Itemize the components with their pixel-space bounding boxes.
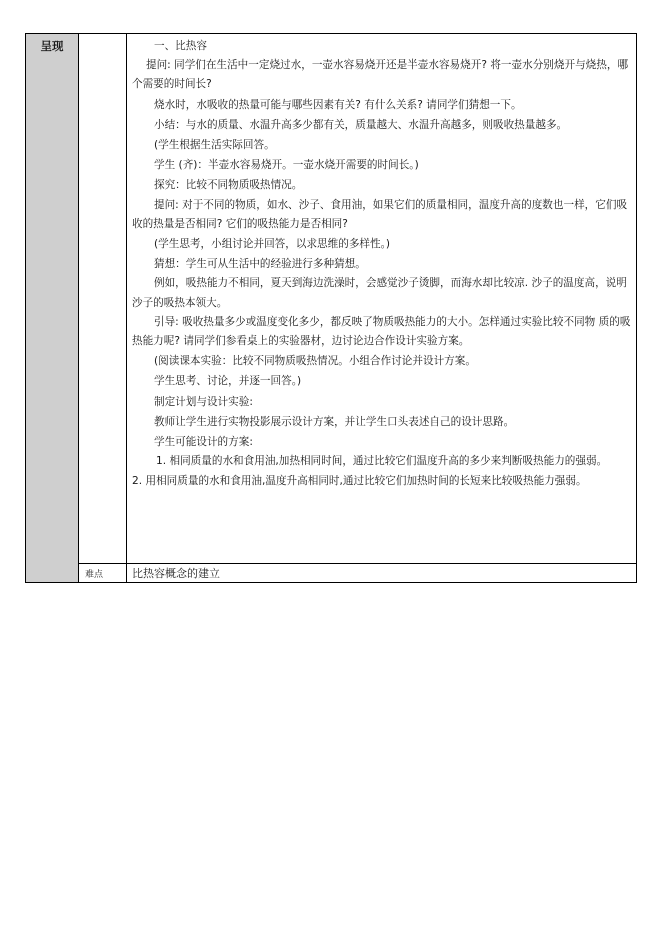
difficulty-text: 比热容概念的建立 bbox=[127, 564, 637, 583]
paragraph: 猜想：学生可从生活中的经验进行多种猜想。 bbox=[154, 258, 366, 271]
stage-label: 呈现 bbox=[26, 34, 79, 583]
plan-item: 1. 相同质量的水和食用油,加热相同时间，通过比较它们温度升高的多少来判断吸热能力的强弱。 bbox=[156, 455, 608, 468]
paragraph: (学生根据生活实际回答。 bbox=[154, 139, 275, 152]
plan-item: 2. 用相同质量的水和食用油,温度升高相同时,通过比较它们加热时间的长短来比较吸热能力强弱。 bbox=[132, 475, 587, 488]
paragraph: 探究：比较不同物质吸热情况。 bbox=[154, 179, 303, 192]
paragraph: 提问: 同学们在生活中一定烧过水，一壶水容易烧开还是半壶水容易烧开? 将一壶水分别烧开与烧热，哪个需要的时间长? bbox=[132, 59, 629, 91]
paragraph: 学生可能设计的方案: bbox=[154, 436, 253, 449]
difficulty-label: 难点 bbox=[79, 564, 127, 583]
paragraph: 例如，吸热能力不相同，夏天到海边洗澡时，会感觉沙子烫脚，而海水却比较凉. 沙子的温度高，说明沙子的吸热本领大。 bbox=[132, 277, 627, 309]
paragraph: 制定计划与设计实验: bbox=[154, 395, 253, 408]
paragraph: 烧水时，水吸收的热量可能与哪些因素有关? 有什么关系? 请同学们猜想一下。 bbox=[154, 98, 522, 111]
paragraph: 小结：与水的质量、水温升高多少都有关，质量越大、水温升高越多，则吸收热量越多。 bbox=[154, 118, 568, 131]
difficulty-row bbox=[26, 564, 637, 583]
presentation-row bbox=[26, 34, 637, 564]
section-heading: 一、比热容 bbox=[154, 40, 207, 52]
content-cell bbox=[127, 34, 637, 564]
paragraph: 学生思考、讨论，并逐一回答。) bbox=[154, 375, 302, 388]
paragraph: 引导: 吸收热量多少或温度变化多少，都反映了物质吸热能力的大小。怎样通过实验比较不同物 质的吸热能力呢? 请同学们参看桌上的实验器材，边讨论边合作设计实验方案。 bbox=[132, 315, 631, 348]
lesson-plan-table bbox=[25, 33, 637, 583]
paragraph: (学生思考，小组讨论并回答，以求思维的多样性。) bbox=[154, 238, 391, 251]
paragraph: 提问: 对于不同的物质，如水、沙子、食用油，如果它们的质量相同，温度升高的度数也一样，它们吸收的热量是否相同? 它们的吸热能力是否相同? bbox=[132, 198, 628, 230]
paragraph: 教师让学生进行实物投影展示设计方案，并让学生口头表述自己的设计思路。 bbox=[154, 415, 515, 428]
paragraph: 学生 (齐)：半壶水容易烧开。一壶水烧开需要的时间长。) bbox=[154, 159, 419, 172]
paragraph: (阅读课本实验：比较不同物质吸热情况。小组合作讨论并设计方案。 bbox=[154, 355, 476, 368]
empty-cell bbox=[79, 34, 127, 564]
